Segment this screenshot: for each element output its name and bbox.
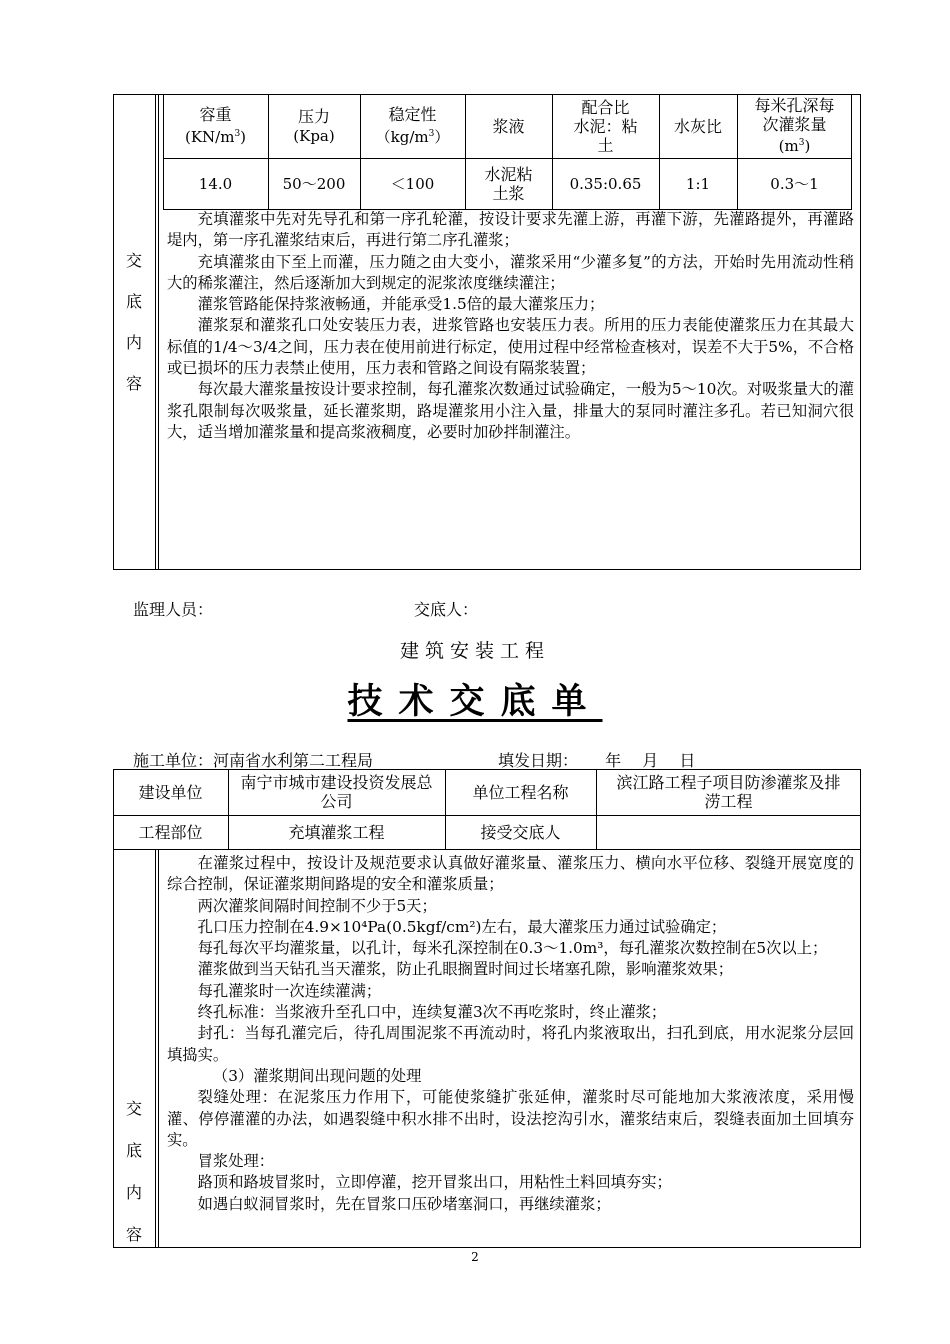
form-paragraph: 每孔每次平均灌浆量，以孔计，每米孔深控制在0.3～1.0m³，每孔灌浆次数控制在5次以上； bbox=[197, 939, 828, 958]
upper-paragraph: 每次最大灌浆量按设计要求控制，每孔灌浆次数通过试验确定，一般为5～10次。对吸浆量大的灌浆孔限制每次吸浆量，延长灌浆期，路堤灌浆用小注入量，排量大的泵同时灌注多孔。若已知洞穴很大，适当增加灌浆量和提高浆液稠度，必要时加砂拌制灌注。 bbox=[167, 380, 854, 441]
upper-label-divider bbox=[155, 94, 156, 570]
upper-paragraph: 灌浆泵和灌浆孔口处安装压力表，进浆管路也安装压力表。所用的压力表能使灌浆压力在其最大标值的1/4～3/4之间，压力表在使用前进行标定，使用过程中经常检查核对，误差不大于5%，不合格或已损坏的压力表禁止使用，压力表和管路之间设有隔浆装置； bbox=[167, 316, 854, 378]
form-paragraph: 路顶和路坡冒浆时，立即停灌，挖开冒浆出口，用粘性土料回填夯实； bbox=[197, 1173, 672, 1192]
issue-date-month: 月 bbox=[642, 751, 659, 770]
form-subtitle: 建筑安装工程 bbox=[399, 640, 550, 662]
project-name-label: 单位工程名称 bbox=[472, 782, 569, 802]
value-pressure: 50～200 bbox=[282, 174, 346, 193]
form-row-divider bbox=[113, 849, 861, 850]
build-unit-label: 建设单位 bbox=[138, 782, 203, 802]
form-paragraph: 终孔标准：当浆液升至孔口中，连续复灌3次不再吃浆时，终止灌浆； bbox=[197, 1003, 667, 1022]
discloser-label: 交底人： bbox=[414, 600, 479, 619]
value-density: 14.0 bbox=[198, 174, 233, 193]
issue-date-year: 年 bbox=[605, 751, 622, 770]
receiver-label: 接受交底人 bbox=[480, 822, 561, 842]
form-paragraph: 两次灌浆间隔时间控制不少于5天； bbox=[197, 896, 437, 915]
page-number: 2 bbox=[471, 1250, 479, 1264]
header-density: 容重 $(KN/m^3)$ bbox=[184, 105, 247, 146]
issue-date-day: 日 bbox=[679, 751, 696, 770]
upper-paragraph: 充填灌浆由下至上而灌，压力随之由大变小，灌浆采用“少灌多复”的方法，开始时先用流动性稍大的稀浆灌注，然后逐渐加大到规定的泥浆浓度继续灌注； bbox=[167, 252, 854, 292]
construction-unit: 施工单位：河南省水利第二工程局 bbox=[133, 751, 374, 770]
form-paragraph: 在灌浆过程中，按设计及规范要求认真做好灌浆量、灌浆压力、横向水平位移、裂缝开展宽度的综合控制，保证灌浆期间路堤的安全和灌浆质量； bbox=[167, 854, 854, 894]
value-grout-volume: 0.3～1 bbox=[770, 174, 819, 193]
form-paragraph: 灌浆做到当天钻孔当天灌浆，防止孔眼搁置时间过长堵塞孔隙，影响灌浆效果； bbox=[197, 960, 733, 979]
upper-side-label: 交 底 内 容 bbox=[125, 251, 142, 393]
section-label: 工程部位 bbox=[138, 822, 203, 842]
upper-paragraph: 充填灌浆中先对先导孔和第一序孔轮灌，按设计要求先灌上游，再灌下游，先灌路提外，再灌路堤内，第一序孔灌浆结束后，再进行第二序孔灌浆； bbox=[167, 210, 854, 250]
project-name-value: 滨江路工程子项目防渗灌浆及排涝工程 bbox=[616, 773, 841, 811]
value-mix-ratio: 0.35:0.65 bbox=[569, 174, 642, 193]
header-grout-volume: 每米孔深每 次灌浆量 $(m^3)$ bbox=[754, 96, 835, 155]
upper-content bbox=[167, 209, 854, 443]
form-paragraph: 冒浆处理： bbox=[197, 1152, 275, 1171]
value-water-cement: 1:1 bbox=[685, 174, 711, 193]
form-label-divider-2 bbox=[158, 849, 159, 1248]
form-paragraph: 孔口压力控制在4.9×10⁴Pa(0.5kgf/cm²)左右，最大灌浆压力通过试验确定； bbox=[197, 917, 727, 936]
form-paragraph: 裂缝处理：在泥浆压力作用下，可能使浆缝扩张延伸，灌浆时尽可能地加大浆液浓度，采用慢灌、停停灌灌的办法，如遇裂缝中积水排不出时，设法挖沟引水，灌浆结束后，裂缝表面加土回填夯实。 bbox=[167, 1088, 854, 1149]
issue-date-label: 填发日期： bbox=[498, 751, 579, 770]
upper-paragraph: 灌浆管路能保持浆液畅通，并能承受1.5倍的最大灌浆压力； bbox=[197, 295, 605, 314]
form-content bbox=[167, 853, 854, 1246]
form-label-divider bbox=[155, 849, 156, 1248]
supervisor-label: 监理人员： bbox=[133, 600, 214, 619]
form-subheading: （3）灌浆期间出现问题的处理 bbox=[212, 1066, 422, 1085]
header-mix-ratio: 配合比 水泥：粘 土 bbox=[573, 97, 638, 155]
header-pressure: 压力 (Kpa) bbox=[293, 106, 335, 145]
form-title: 技术交底单 bbox=[347, 682, 603, 722]
section-value: 充填灌浆工程 bbox=[288, 822, 385, 842]
form-paragraph: 封孔：当每孔灌完后，待孔周围泥浆不再流动时，将孔内浆液取出，扫孔到底，用水泥浆分层回填捣实。 bbox=[167, 1024, 854, 1064]
header-water-cement: 水灰比 bbox=[673, 116, 722, 136]
value-stability: ＜100 bbox=[390, 174, 435, 193]
value-slurry: 水泥粘土浆 bbox=[484, 165, 533, 203]
receiver-value bbox=[596, 815, 861, 849]
issue-date bbox=[498, 748, 695, 771]
form-paragraph: 每孔灌浆时一次连续灌满； bbox=[197, 981, 382, 1000]
header-slurry: 浆液 bbox=[492, 116, 525, 136]
build-unit-value: 南宁市城市建设投资发展总公司 bbox=[240, 773, 433, 811]
upper-label-divider-2 bbox=[158, 94, 159, 570]
form-side-label: 交 底 内 容 bbox=[125, 1099, 142, 1244]
header-stability: 稳定性 $(kg/m^3)$ bbox=[375, 105, 450, 146]
form-paragraph: 如遇白蚁洞冒浆时，先在冒浆口压砂堵塞洞口，再继续灌浆； bbox=[197, 1194, 611, 1213]
